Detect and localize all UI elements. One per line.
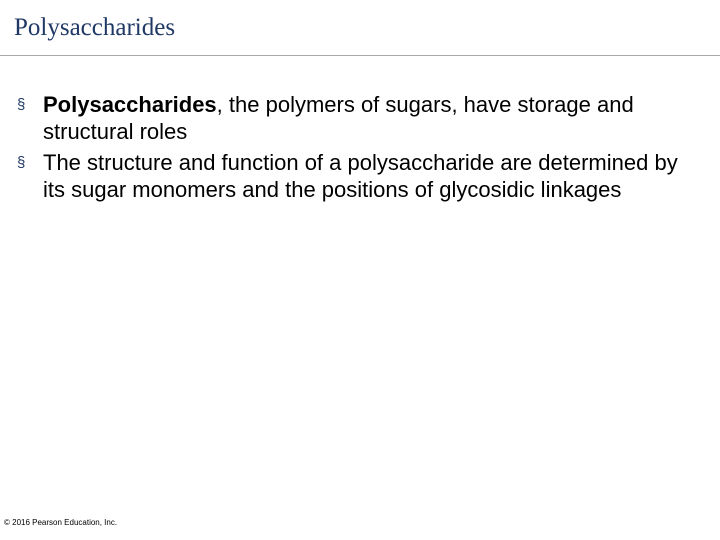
bullet-marker-icon: § — [17, 154, 26, 171]
bullet-text: , the polymers of sugars, have storage and structural roles — [43, 92, 634, 144]
bullet-list — [14, 91, 704, 207]
title-divider — [0, 55, 720, 56]
slide-title: Polysaccharides — [14, 14, 176, 41]
bullet-text: The structure and function of a polysaccharide are determined by its sugar monomers and the positions of glycosidic linkages — [43, 150, 678, 202]
copyright-footer: © 2016 Pearson Education, Inc. — [4, 518, 118, 527]
bullet-marker-icon: § — [17, 96, 26, 113]
bullet-item — [14, 91, 704, 145]
bullet-item — [14, 149, 704, 203]
bullet-bold-term: Polysaccharides — [43, 92, 217, 117]
